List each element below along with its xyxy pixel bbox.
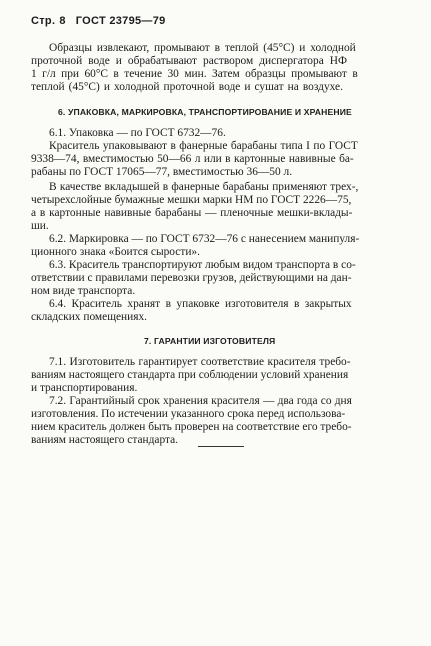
text-line: складских помещениях. (31, 311, 147, 323)
page-header (31, 15, 166, 27)
text-line: проточной воде и обрабатывают раствором диспергатора НФ (31, 55, 348, 67)
text-line: В качестве вкладышей в фанерные барабаны применяют трех-, (49, 181, 359, 193)
text-line: рабаны по ГОСТ 17065—77, вместимостью 36—50 л. (31, 166, 293, 178)
text-line: ционного знака «Боится сырости». (31, 246, 200, 258)
text-line: изготовления. По истечении указанного срока перед использова- (31, 408, 346, 420)
text-line: нием краситель должен быть проверен на соответствие его требо- (31, 421, 352, 433)
text-line: 6.2. Маркировка — по ГОСТ 6732—76 с нанесением манипуля- (49, 233, 360, 245)
text-line: ваниям настоящего стандарта при соблюдении условий хранения (31, 369, 349, 381)
text-line: теплой (45°С) и холодной проточной воде и сушат на воздухе. (31, 81, 343, 93)
end-rule (198, 446, 244, 447)
text-line: и транспортирования. (31, 382, 138, 394)
text-line: 1 г/л при 60°С в течение 30 мин. Затем образцы промывают в (31, 68, 358, 80)
text-line: четырехслойные бумажные мешки марки НМ по ГОСТ 2226—75, (31, 194, 352, 206)
text-line: ном виде транспорта. (31, 285, 136, 297)
section-7-heading: 7. ГАРАНТИИ ИЗГОТОВИТЕЛЯ (144, 336, 276, 346)
text-line: 7.2. Гарантийный срок хранения красителя — два года со дня (49, 395, 352, 407)
text-line: 6.3. Краситель транспортируют любым видом транспорта в со- (49, 259, 356, 271)
text-line: ответствии с правилами перевозки грузов, действующими на дан- (31, 272, 352, 284)
text-line: 6.1. Упаковка — по ГОСТ 6732—76. (49, 127, 226, 139)
text-line: Образцы извлекают, промывают в теплой (45°С) и холодной (49, 42, 356, 54)
text-line: 6.4. Краситель хранят в упаковке изготовителя в закрытых (49, 298, 352, 310)
page-number: 8 (59, 15, 66, 27)
text-line: ваниям настоящего стандарта. (31, 434, 179, 446)
text-line: 9338—74, вместимостью 50—66 л или в картонные навивные ба- (31, 153, 354, 165)
text-line: Краситель упаковывают в фанерные барабаны типа I по ГОСТ (49, 140, 358, 152)
text-line: ши. (31, 220, 49, 232)
text-line: 7.1. Изготовитель гарантирует соответствие красителя требо- (49, 356, 351, 368)
standard-number: ГОСТ 23795—79 (75, 15, 166, 27)
section-6-heading: 6. УПАКОВКА, МАРКИРОВКА, ТРАНСПОРТИРОВАНИЕ И ХРАНЕНИЕ (58, 107, 352, 117)
page-label: Стр. (31, 15, 56, 27)
text-line: а в картонные навивные барабаны — пленочные мешки-вклады- (31, 207, 353, 219)
